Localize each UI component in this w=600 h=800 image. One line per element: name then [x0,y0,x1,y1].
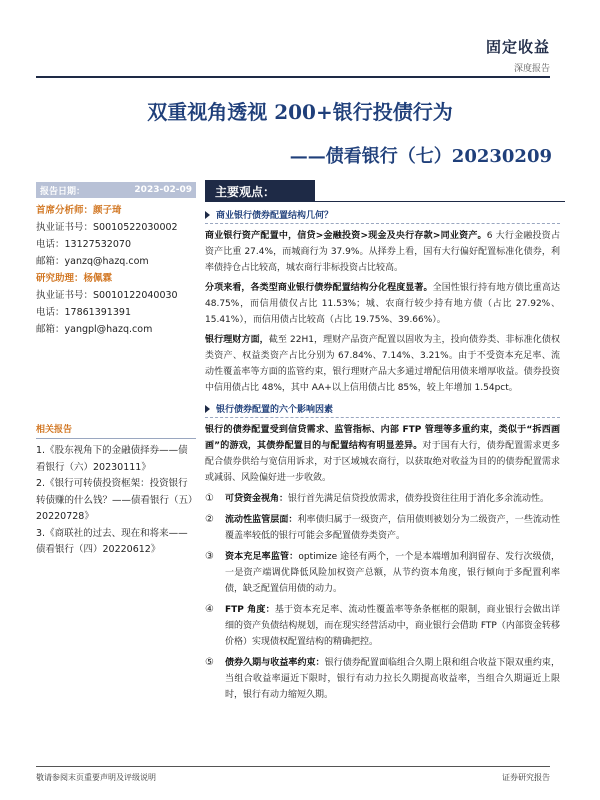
assistant-name: 杨佩霖 [83,273,113,284]
header-divider [36,76,550,78]
related-report-item[interactable]: 2.《银行可转债投资框架：投资银行转债赚的什么钱？——债看银行（五）20220728》 [36,478,193,522]
section-heading: 商业银行债券配置结构几何？ [205,208,560,224]
report-date-bar [36,182,196,198]
assistant-cert: 执业证书号：S0010122040030 [36,290,178,301]
report-date-label: 报告日期： [40,186,86,197]
analyst-cert: 执业证书号：S0010522030002 [36,222,178,233]
key-points-divider [205,201,565,202]
paragraph: 分项来看，各类型商业银行债券配置结构分化程度显著。全国性银行持有地方债比重高达 48.75%，而信用债仅占比 11.53%；城、农商行较少持有地方债（占比 27.92%、15.41%），而信用债占比较高（占比 19.75%、39.66%）。 [205,283,560,325]
report-subtitle: ——债看银行（七）20230209 [289,146,552,167]
analyst-info [36,202,196,338]
report-category: 固定收益 [485,38,550,56]
footer-divider [36,766,550,767]
factor-item: ② 流动性监管层面：利率债归属于一级资产，信用债则被划分为二级资产，一些流动性覆盖率较低的银行可能会多配置债券类资产。 [205,512,560,544]
report-date-value: 2023-02-09 [134,185,192,195]
key-points-heading: 主要观点： [205,180,315,202]
footer-disclaimer: 敬请参阅末页重要声明及评级说明 [36,773,156,782]
report-title: 双重视角透视 200+银行投债行为 [147,100,453,124]
analyst-role: 首席分析师：颜子琦 [36,205,122,216]
report-subtype: 深度报告 [513,64,550,74]
factor-number: ④ [205,604,214,615]
analyst-email[interactable]: 邮箱：yanzq@hazq.com [36,256,149,267]
paragraph: 银行理财方面，截至 22H1，理财产品资产配置以固收为主，投向债券类、非标准化债权类资产、权益类资产占比分别为 67.84%、7.14%、3.21%。由于不受资本充足率、流动性覆盖率等方面的监管约束，银行理财产品大多通过增配信用债来增厚收益。债券投资中信用债占比 48%，其中 AA+以上信用债占比 85%，较上年增加 1.54pct。 [205,335,560,393]
report-header [486,36,550,74]
triangle-bullet-icon [205,405,210,413]
factor-item: ④ FTP 角度：基于资本充足率、流动性覆盖率等条条框框的限制，商业银行会做出详细的资产负债结构规划，而在现实经营活动中，商业银行会借助 FTP（内部资金转移价格）实现债权配置结构的精确把控。 [205,602,560,650]
paragraph: 商业银行资产配置中，信贷>金融投资>现金及央行存款>同业资产。6 大行金融投资占资产比重 27.4%，而城商行为 37.9%。从择券上看，国有大行偏好配置标准化债券，利率债持仓占比较高，城农商行非标投资占比较高。 [205,231,561,273]
factor-number: ⑤ [205,657,214,668]
factor-number: ③ [205,551,214,562]
analyst-name: 颜子琦 [93,205,122,216]
assistant-role: 研究助理：杨佩霖 [36,273,113,284]
related-reports-title: 相关报告 [36,422,196,439]
related-report-item[interactable]: 3.《商联社的过去、现在和将来——债看银行（四）20220612》 [36,527,188,555]
main-content [205,180,560,703]
factor-number: ② [205,514,214,525]
assistant-phone: 电话：17861391391 [36,307,131,318]
factor-item: ⑤ 债券久期与收益率约束：银行债券配置面临组合久期上限和组合收益下限双重约束，当组合收益率逼近下限时，银行有动力拉长久期提高收益率，当组合久期逼近上限时，银行有动力缩短久期。 [205,655,560,703]
related-reports-list [36,443,196,559]
related-report-item[interactable]: 1.《股东视角下的金融债择券——债看银行（六）20230111》 [36,445,188,473]
analyst-phone: 电话：13127532070 [36,239,131,250]
left-sidebar [36,182,196,559]
factor-item: ① 可贷资金视角：银行首先满足信贷投放需求，债券投资往往用于消化多余流动性。 [205,491,560,507]
factor-number: ① [205,493,214,504]
factor-item: ③ 资本充足率监管：optimize 途径有两个，一个是本端增加利润留存、发行次级债，一是资产端调优降低风险加权资产总额，从节约资本角度，银行倾向于多配置利率债，缺乏配置信用债的动力。 [205,549,560,597]
section-heading: 银行债券配置的六个影响因素 [205,402,560,418]
assistant-email[interactable]: 邮箱：yangpl@hazq.com [36,324,153,335]
footer-label: 证券研究报告 [502,773,550,782]
paragraph: 银行的债券配置受到信贷需求、监管指标、内部 FTP 管理等多重约束，类似于“拆西画画”的游戏，其债券配置目的与配置结构有明显差异。对于国有大行，债券配置需求更多配合债券供给与宽信用诉求，对于区域城农商行，以获取绝对收益为目的的债券配置需求或减弱、风险偏好进一步收敛。 [205,425,560,483]
triangle-bullet-icon [205,211,210,219]
